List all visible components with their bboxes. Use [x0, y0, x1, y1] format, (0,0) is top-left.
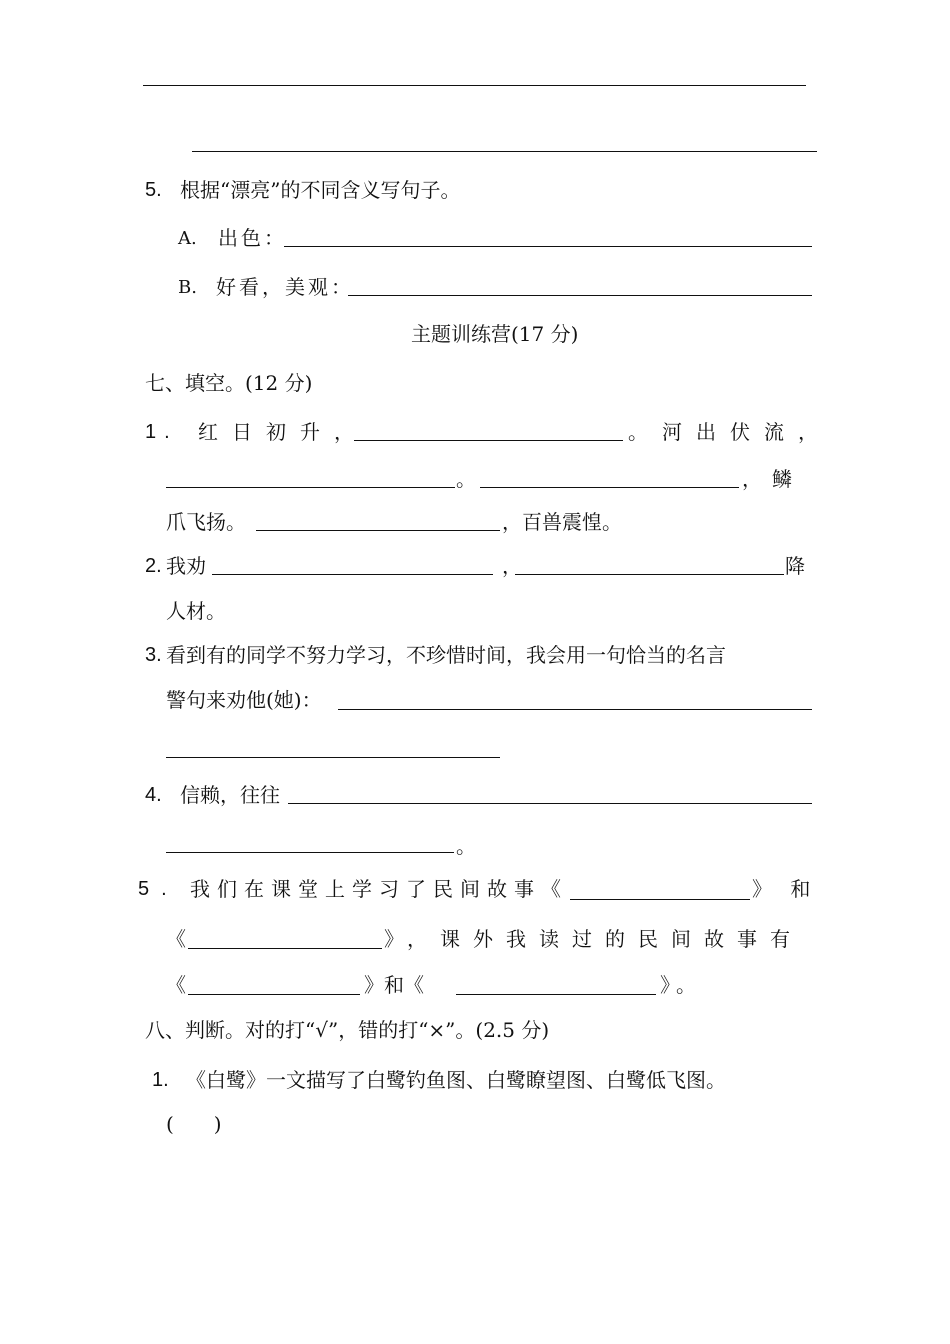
fill-text: 我们在课堂上学习了民间故事《 [190, 877, 568, 901]
fill-text: 红日初升， [198, 420, 368, 444]
fill-text: 》 和 [752, 877, 817, 901]
answer-line[interactable] [166, 757, 500, 758]
section-heading: 八、判断。对的打“√”，错的打“×”。(2.5 分) [145, 1018, 550, 1042]
question-number: 2. [145, 555, 162, 577]
option-text: 好看，美观： [216, 275, 354, 299]
fill-text: ，百兽震惶。 [502, 510, 622, 534]
fill-text: 降 [785, 554, 805, 578]
fill-text: 我劝 [166, 554, 206, 578]
section-heading: 七、填空。(12 分) [145, 371, 313, 395]
option-label: A. [178, 228, 197, 249]
fill-text: 人材。 [166, 599, 226, 623]
question-text: 警句来劝他(她)： [166, 688, 322, 712]
fill-text: 》，课外我读过的民间故事有 [384, 927, 803, 951]
question-text: 看到有的同学不努力学习，不珍惜时间，我会用一句恰当的名言 [166, 643, 726, 667]
answer-line[interactable] [188, 948, 382, 949]
fill-text: 。 [456, 834, 476, 858]
answer-line[interactable] [480, 487, 739, 488]
question-number: 3. [145, 644, 162, 666]
answer-line[interactable] [166, 487, 455, 488]
fill-text: 《 [166, 927, 186, 951]
answer-line[interactable] [338, 709, 812, 710]
question-number: 5. [145, 179, 162, 201]
question-text: 信赖，往往 [180, 783, 280, 807]
answer-line[interactable] [143, 85, 806, 86]
question-text: 根据“漂亮”的不同含义写句子。 [180, 178, 461, 202]
answer-line[interactable] [192, 151, 817, 152]
answer-line[interactable] [288, 803, 812, 804]
section-title: 主题训练营(17 分) [411, 322, 579, 346]
question-number: 1. [145, 421, 178, 443]
fill-text: 》。 [660, 973, 702, 997]
answer-line[interactable] [212, 574, 493, 575]
option-text: 出色： [218, 226, 287, 250]
answer-line[interactable] [188, 994, 360, 995]
answer-line[interactable] [284, 246, 812, 247]
answer-line[interactable] [570, 899, 750, 900]
fill-text: ，鳞 [742, 467, 802, 491]
fill-text: 《 [166, 973, 186, 997]
answer-line[interactable] [166, 852, 454, 853]
fill-text: 爪飞扬。 [166, 510, 246, 534]
question-number: 1. [152, 1069, 169, 1091]
question-number: 5. [138, 878, 179, 900]
fill-text: 。 [456, 467, 476, 491]
fill-text: 》和《 [364, 973, 424, 997]
fill-text: 。河出伏流， [628, 420, 832, 444]
answer-line[interactable] [354, 440, 623, 441]
fill-text: ， [502, 554, 522, 578]
option-label: B. [178, 277, 197, 298]
answer-line[interactable] [515, 574, 784, 575]
answer-line[interactable] [348, 295, 812, 296]
answer-parentheses[interactable]: ( ) [166, 1112, 222, 1136]
question-number: 4. [145, 784, 162, 806]
answer-line[interactable] [256, 530, 500, 531]
answer-line[interactable] [456, 994, 656, 995]
question-text: 《白鹭》一文描写了白鹭钓鱼图、白鹭瞭望图、白鹭低飞图。 [186, 1068, 726, 1092]
